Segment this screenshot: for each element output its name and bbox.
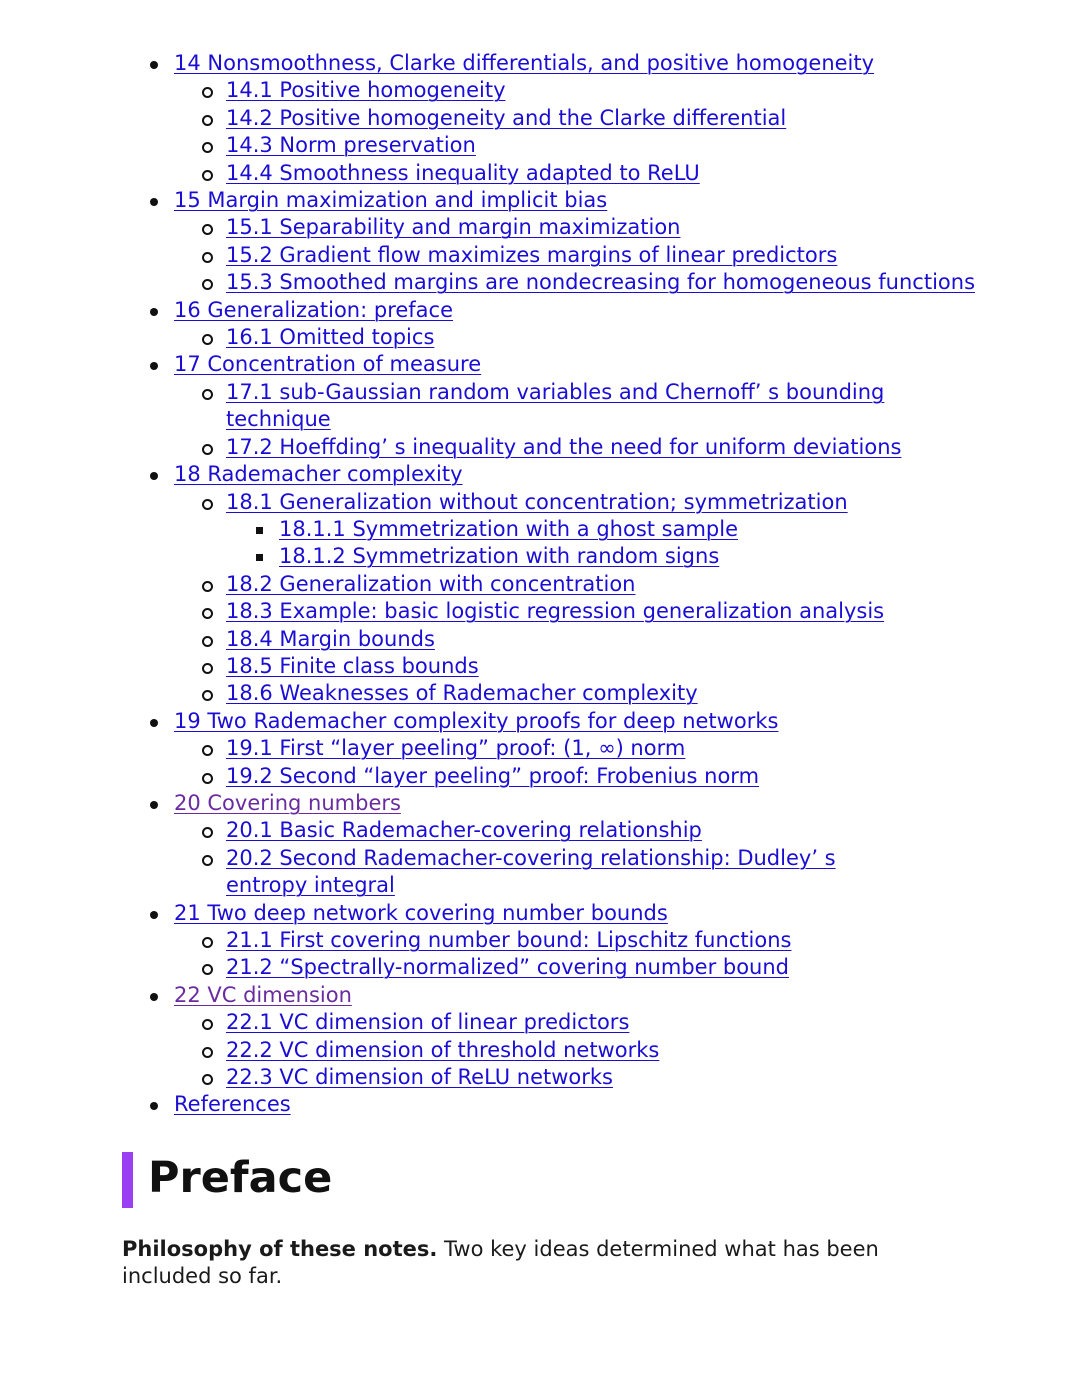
filled-disc-bullet-icon: [150, 308, 158, 316]
toc-item: [0, 242, 1080, 269]
toc-link[interactable]: 14.4 Smoothness inequality adapted to ReLU: [226, 160, 700, 185]
toc-link[interactable]: 20.1 Basic Rademacher-covering relationship: [226, 818, 702, 843]
hollow-circle-bullet-icon: [202, 142, 213, 153]
toc-link[interactable]: 14.1 Positive homogeneity: [226, 78, 506, 103]
filled-disc-bullet-icon: [150, 993, 158, 1001]
toc-item: [0, 598, 1080, 625]
toc-item: [0, 324, 1080, 351]
hollow-circle-bullet-icon: [202, 745, 213, 756]
toc-item: [0, 543, 1080, 570]
hollow-circle-bullet-icon: [202, 663, 213, 674]
toc-link[interactable]: 15.1 Separability and margin maximization: [226, 215, 681, 240]
hollow-circle-bullet-icon: [202, 1019, 213, 1030]
toc-link[interactable]: 18.3 Example: basic logistic regression generalization analysis: [226, 599, 885, 624]
toc-link[interactable]: 17.1 sub-Gaussian random variables and Chernoff’ s bounding technique: [226, 379, 885, 432]
toc-link[interactable]: 18.2 Generalization with concentration: [226, 571, 636, 596]
toc-link[interactable]: 21 Two deep network covering number bounds: [174, 900, 668, 925]
toc-link[interactable]: 16.1 Omitted topics: [226, 325, 435, 350]
hollow-circle-bullet-icon: [202, 690, 213, 701]
toc-link[interactable]: 17 Concentration of measure: [174, 352, 482, 377]
toc-link[interactable]: 15 Margin maximization and implicit bias: [174, 188, 608, 213]
toc-item: [0, 297, 1080, 324]
toc-item: [0, 927, 1080, 954]
hollow-circle-bullet-icon: [202, 608, 213, 619]
toc-link[interactable]: 15.2 Gradient flow maximizes margins of linear predictors: [226, 242, 838, 267]
square-bullet-icon: [256, 554, 263, 561]
hollow-circle-bullet-icon: [202, 964, 213, 975]
toc-item: [0, 351, 1080, 378]
toc-item: [0, 379, 906, 434]
filled-disc-bullet-icon: [150, 801, 158, 809]
toc-link[interactable]: 22.3 VC dimension of ReLU networks: [226, 1065, 614, 1090]
page-title: Preface: [148, 1153, 333, 1203]
toc-link[interactable]: 18 Rademacher complexity: [174, 462, 463, 487]
filled-disc-bullet-icon: [150, 61, 158, 69]
toc-item: [0, 790, 1080, 817]
toc-link[interactable]: 20.2 Second Rademacher-covering relationship: Dudley’ s entropy integral: [226, 845, 836, 898]
hollow-circle-bullet-icon: [202, 252, 213, 263]
filled-disc-bullet-icon: [150, 472, 158, 480]
toc-link[interactable]: 18.1 Generalization without concentration; symmetrization: [226, 489, 848, 514]
toc-item: [0, 735, 1080, 762]
toc-item: [0, 845, 906, 900]
hollow-circle-bullet-icon: [202, 855, 213, 866]
toc-item: [0, 105, 1080, 132]
toc-link[interactable]: 18.6 Weaknesses of Rademacher complexity: [226, 681, 698, 706]
hollow-circle-bullet-icon: [202, 87, 213, 98]
hollow-circle-bullet-icon: [202, 773, 213, 784]
toc-link[interactable]: 21.1 First covering number bound: Lipschitz functions: [226, 928, 792, 952]
toc-item: [0, 571, 1080, 598]
toc-item: [0, 160, 1080, 187]
toc-item: [0, 1009, 1080, 1036]
toc-link[interactable]: 20 Covering numbers: [174, 790, 401, 815]
toc-item: [0, 50, 1080, 77]
toc-item: [0, 954, 1080, 981]
table-of-contents: [0, 50, 1080, 1119]
filled-disc-bullet-icon: [150, 1102, 158, 1110]
hollow-circle-bullet-icon: [202, 224, 213, 235]
toc-item: [0, 763, 1080, 790]
toc-item: [0, 817, 1080, 844]
toc-item: [0, 680, 1080, 707]
toc-item: [0, 900, 1080, 927]
toc-item: [0, 132, 1080, 159]
hollow-circle-bullet-icon: [202, 115, 213, 126]
toc-item: [0, 1091, 1080, 1118]
toc-item: [0, 516, 1080, 543]
square-bullet-icon: [256, 527, 263, 534]
toc-link[interactable]: 19 Two Rademacher complexity proofs for deep networks: [174, 708, 779, 733]
toc-item: [0, 434, 1080, 461]
philosophy-lead: Philosophy of these notes.: [122, 1237, 438, 1261]
toc-link[interactable]: 19.2 Second “layer peeling” proof: Frobenius norm: [226, 763, 760, 788]
hollow-circle-bullet-icon: [202, 937, 213, 948]
hollow-circle-bullet-icon: [202, 334, 213, 345]
toc-link[interactable]: References: [174, 1092, 291, 1117]
toc-item: [0, 187, 1080, 214]
toc-link[interactable]: 14.2 Positive homogeneity and the Clarke differential: [226, 105, 787, 130]
toc-link[interactable]: 18.1.2 Symmetrization with random signs: [279, 544, 720, 569]
hollow-circle-bullet-icon: [202, 444, 213, 455]
hollow-circle-bullet-icon: [202, 1074, 213, 1085]
hollow-circle-bullet-icon: [202, 827, 213, 838]
toc-item: [0, 653, 1080, 680]
toc-link[interactable]: 21.2 “Spectrally-normalized” covering number bound: [226, 955, 790, 980]
toc-link[interactable]: 16 Generalization: preface: [174, 297, 454, 322]
toc-item: [0, 214, 1080, 241]
toc-link[interactable]: 18.4 Margin bounds: [226, 626, 435, 651]
hollow-circle-bullet-icon: [202, 1047, 213, 1058]
toc-item: [0, 1064, 1080, 1091]
hollow-circle-bullet-icon: [202, 499, 213, 510]
filled-disc-bullet-icon: [150, 198, 158, 206]
toc-link[interactable]: 17.2 Hoeffding’ s inequality and the need for uniform deviations: [226, 434, 902, 459]
hollow-circle-bullet-icon: [202, 389, 213, 400]
toc-link[interactable]: 15.3 Smoothed margins are nondecreasing for homogeneous functions: [226, 270, 976, 295]
hollow-circle-bullet-icon: [202, 170, 213, 181]
toc-item: [0, 982, 1080, 1009]
filled-disc-bullet-icon: [150, 362, 158, 370]
filled-disc-bullet-icon: [150, 719, 158, 727]
toc-item: [0, 269, 1080, 296]
toc-item: [0, 489, 1080, 516]
filled-disc-bullet-icon: [150, 911, 158, 919]
toc-item: [0, 461, 1080, 488]
toc-link[interactable]: 22 VC dimension: [174, 982, 352, 1007]
philosophy-paragraph: [122, 1236, 962, 1291]
heading-accent-bar: [122, 1152, 133, 1208]
toc-item: [0, 1037, 1080, 1064]
toc-item: [0, 708, 1080, 735]
toc-link[interactable]: 22.2 VC dimension of threshold networks: [226, 1037, 660, 1062]
hollow-circle-bullet-icon: [202, 279, 213, 290]
hollow-circle-bullet-icon: [202, 581, 213, 592]
toc-link[interactable]: 14 Nonsmoothness, Clarke differentials, and positive homogeneity: [174, 51, 875, 75]
philosophy-text: Two key ideas determined what has been included so far.: [122, 1237, 879, 1289]
toc-link[interactable]: 22.1 VC dimension of linear predictors: [226, 1010, 630, 1035]
toc-link[interactable]: 18.5 Finite class bounds: [226, 653, 479, 678]
toc-link[interactable]: 14.3 Norm preservation: [226, 133, 476, 158]
toc-link[interactable]: 18.1.1 Symmetrization with a ghost sample: [279, 516, 739, 541]
toc-link[interactable]: 19.1 First “layer peeling” proof: (1, ∞) norm: [226, 736, 686, 761]
hollow-circle-bullet-icon: [202, 636, 213, 647]
toc-item: [0, 77, 1080, 104]
toc-item: [0, 626, 1080, 653]
